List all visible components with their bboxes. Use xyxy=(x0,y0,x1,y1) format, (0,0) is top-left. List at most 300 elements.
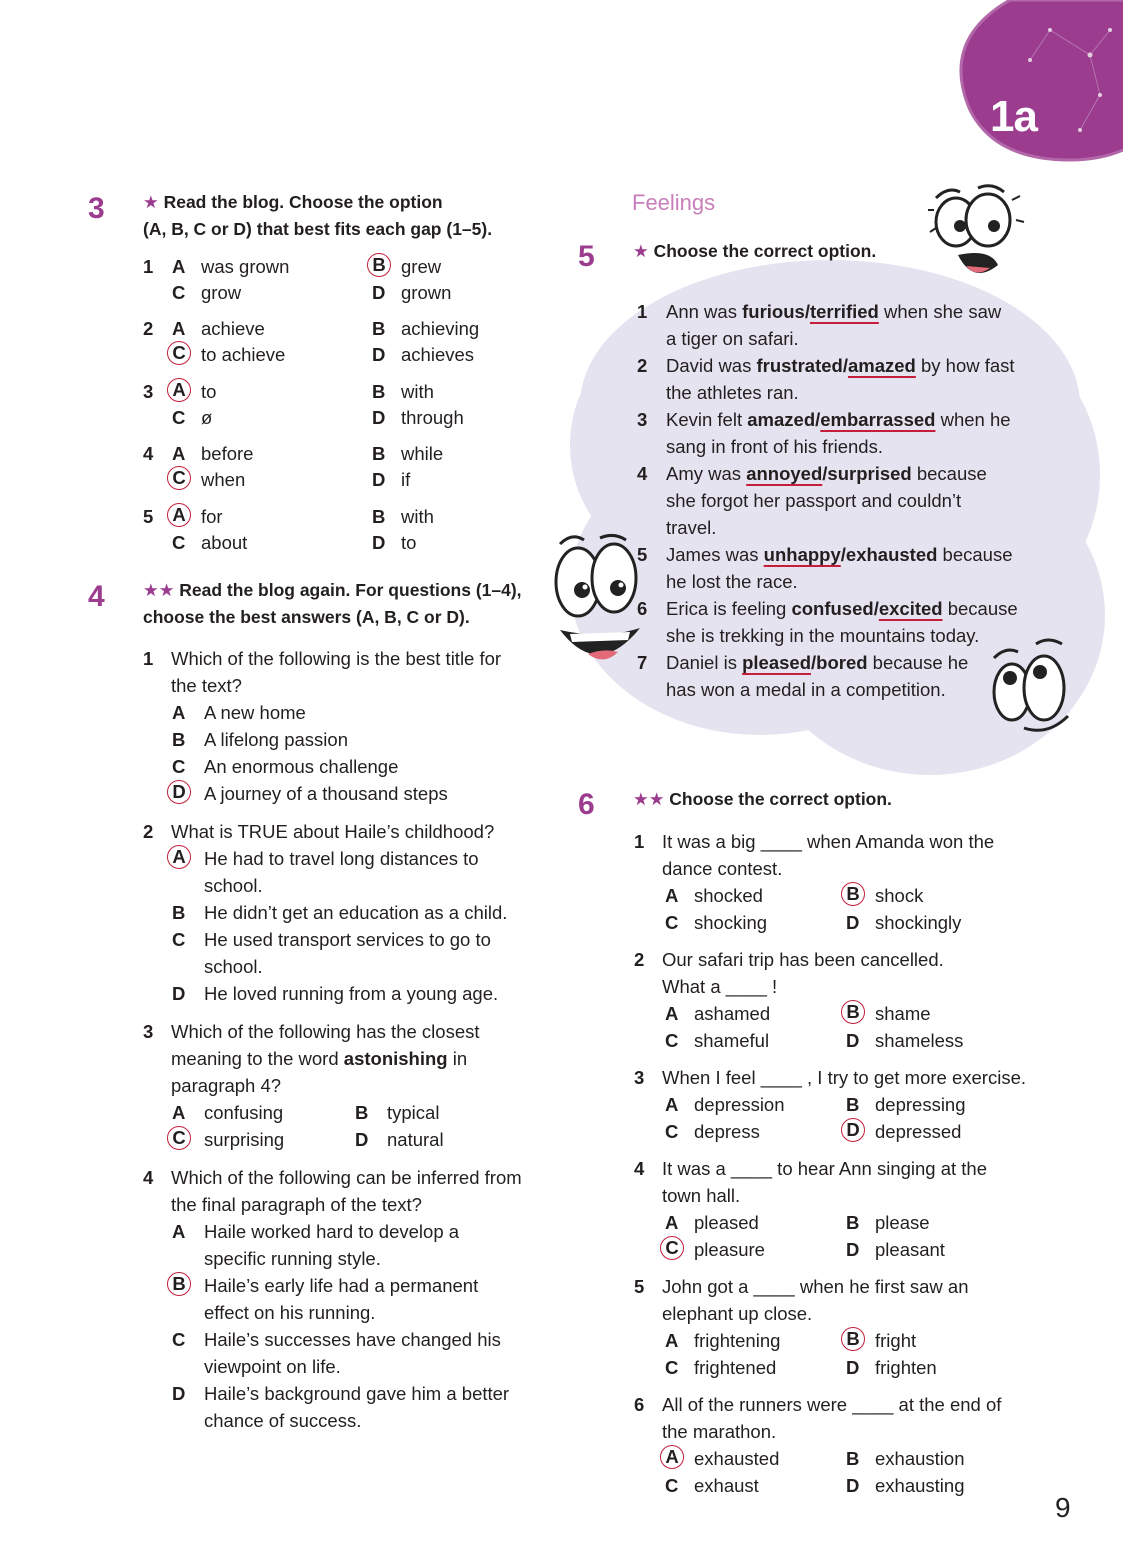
option[interactable] xyxy=(172,1126,284,1153)
item-number: 3 xyxy=(637,409,648,430)
option-letter: B xyxy=(172,902,186,923)
option[interactable] xyxy=(665,1027,769,1054)
option-text: depression xyxy=(694,1094,785,1115)
sentence-continuation: he lost the race. xyxy=(666,571,798,592)
option[interactable] xyxy=(172,980,542,1007)
exercise-6-instructions: ★★ Choose the correct option. xyxy=(633,789,892,809)
option-letter: B xyxy=(846,1448,860,1469)
exercise-3-instructions: ★ Read the blog. Choose the option (A, B, C or D) that best fits each gap (1–5). xyxy=(143,192,493,239)
option[interactable] xyxy=(665,1327,780,1354)
option-text: ø xyxy=(201,407,213,428)
option-text xyxy=(204,1326,542,1380)
option-text: shocked xyxy=(694,885,763,906)
question-line: It was a ____ to hear Ann singing at the xyxy=(662,1158,988,1179)
option-letter: A xyxy=(172,256,186,277)
option[interactable] xyxy=(665,1000,770,1027)
option-text: to xyxy=(201,381,217,402)
option[interactable] xyxy=(172,699,542,726)
option[interactable] xyxy=(172,1099,283,1126)
option-letter: D xyxy=(372,344,386,365)
option-line: school. xyxy=(204,956,263,977)
question-item xyxy=(634,946,1054,1000)
option-text: An enormous challenge xyxy=(204,756,399,777)
item-number: 6 xyxy=(634,1394,645,1415)
option[interactable] xyxy=(172,780,542,807)
sentence-continuation: has won a medal in a competition. xyxy=(666,679,946,700)
option-text: pleased xyxy=(694,1212,759,1233)
item-number: 1 xyxy=(634,831,645,852)
option[interactable] xyxy=(665,1472,759,1499)
choice-b[interactable]: amazed xyxy=(847,355,916,376)
sentence-end: because xyxy=(937,544,1013,565)
shocked-face-icon xyxy=(928,180,1028,290)
option-letter: B xyxy=(355,1102,369,1123)
item-number: 6 xyxy=(637,598,648,619)
option-text: pleasure xyxy=(694,1239,765,1260)
sentence-continuation: a tiger on safari. xyxy=(666,328,799,349)
choice-separator: / xyxy=(822,463,828,484)
option-text: shameful xyxy=(694,1030,770,1051)
option-letter: D xyxy=(372,282,386,303)
exercise-5-number: 5 xyxy=(578,240,595,273)
option-text: grow xyxy=(201,282,242,303)
option[interactable] xyxy=(846,1000,931,1027)
option[interactable] xyxy=(665,909,767,936)
sentence-text xyxy=(666,298,1057,352)
option-letter: C xyxy=(665,1121,679,1142)
option-letter: B xyxy=(372,443,386,464)
option-text: about xyxy=(201,532,248,553)
option-letter: A xyxy=(172,318,186,339)
option[interactable] xyxy=(846,1236,945,1263)
option-text: for xyxy=(201,506,223,527)
option[interactable] xyxy=(172,845,542,899)
option[interactable] xyxy=(372,404,464,431)
question-text xyxy=(662,1273,1054,1327)
option-line: He used transport services to go to xyxy=(204,929,491,950)
option-text: shame xyxy=(875,1003,931,1024)
item-number: 2 xyxy=(143,318,154,339)
question-text xyxy=(662,828,1054,882)
item-number: 5 xyxy=(143,506,154,527)
option-letter: D xyxy=(846,1030,860,1051)
option-letter: C xyxy=(665,912,679,933)
option-text: shameless xyxy=(875,1030,964,1051)
answer-circled-option: A xyxy=(167,503,191,527)
choice-b[interactable]: surprised xyxy=(827,463,912,484)
question-line: town hall. xyxy=(662,1185,741,1206)
sentence-item xyxy=(637,649,1057,703)
option-line: He had to travel long distances to xyxy=(204,848,479,869)
question-item xyxy=(634,1155,1054,1209)
option-letter: D xyxy=(846,1357,860,1378)
question-text xyxy=(662,1064,1054,1091)
sentence-start: Ann was xyxy=(666,301,743,322)
option-text: achieve xyxy=(201,318,265,339)
option-text xyxy=(204,980,542,1007)
option-text: A new home xyxy=(204,702,306,723)
option-text xyxy=(204,899,542,926)
choice-separator: / xyxy=(804,301,810,322)
choice-separator: / xyxy=(811,652,817,673)
option-letter: D xyxy=(372,469,386,490)
answer-circled-option: C xyxy=(167,341,191,365)
option[interactable] xyxy=(665,1118,760,1145)
question-line: the marathon. xyxy=(662,1421,777,1442)
choice-a[interactable]: pleased xyxy=(742,652,811,673)
option-letter: B xyxy=(846,1212,860,1233)
sentence-start: David was xyxy=(666,355,757,376)
option-letter: A xyxy=(172,1102,186,1123)
option-text: pleasant xyxy=(875,1239,945,1260)
option-letter: A xyxy=(665,1003,679,1024)
option-text: depress xyxy=(694,1121,760,1142)
question-line: When I feel ____ , I try to get more exercise. xyxy=(662,1067,1027,1088)
option[interactable] xyxy=(665,1091,785,1118)
option-line: He loved running from a young age. xyxy=(204,983,499,1004)
option[interactable] xyxy=(846,1354,937,1381)
item-number: 4 xyxy=(143,443,154,464)
option-letter: C xyxy=(665,1475,679,1496)
option[interactable] xyxy=(172,1326,542,1380)
option-letter: D xyxy=(172,983,186,1004)
choice-b[interactable]: embarrassed xyxy=(820,409,936,430)
item-number: 3 xyxy=(634,1067,645,1088)
sentence-text xyxy=(666,406,1057,460)
option[interactable] xyxy=(665,882,763,909)
option-text: A journey of a thousand steps xyxy=(204,783,448,804)
option[interactable] xyxy=(846,909,961,936)
option-text: if xyxy=(401,469,411,490)
option-line: Haile’s successes have changed his xyxy=(204,1329,501,1350)
sentence-start: James was xyxy=(666,544,764,565)
choice-a[interactable]: amazed xyxy=(747,409,816,430)
option-letter: D xyxy=(372,532,386,553)
sentence-item xyxy=(637,595,1057,649)
item-number: 2 xyxy=(637,355,648,376)
option-text xyxy=(204,1272,542,1326)
option[interactable] xyxy=(372,440,443,467)
unit-tab-label: 1a xyxy=(990,92,1037,141)
option-letter: D xyxy=(846,1475,860,1496)
sentence-start: Daniel is xyxy=(666,652,743,673)
item-number: 4 xyxy=(637,463,648,484)
option-text: through xyxy=(401,407,464,428)
option[interactable] xyxy=(846,1118,961,1145)
option-text: ashamed xyxy=(694,1003,771,1024)
option[interactable] xyxy=(372,279,451,306)
option-text: shockingly xyxy=(875,912,962,933)
option-letter: C xyxy=(665,1357,679,1378)
choice-separator: / xyxy=(873,598,879,619)
option-text: achieves xyxy=(401,344,475,365)
answer-circled-option: C xyxy=(167,466,191,490)
answer-circled-option: B xyxy=(841,882,865,906)
option[interactable] xyxy=(355,1099,439,1126)
exercise-3-number: 3 xyxy=(88,192,105,225)
option-text: grown xyxy=(401,282,452,303)
option[interactable] xyxy=(372,341,474,368)
option-text: A lifelong passion xyxy=(204,729,348,750)
option[interactable] xyxy=(846,1445,964,1472)
choice-a[interactable]: annoyed xyxy=(746,463,823,484)
option-text: was grown xyxy=(201,256,290,277)
option-text: frightened xyxy=(694,1357,777,1378)
option-line: specific running style. xyxy=(204,1248,381,1269)
ex4-question-4: 4 Which of the following can be inferred from the final paragraph of the text? xyxy=(143,1167,522,1215)
sentence-item xyxy=(637,406,1057,460)
option[interactable] xyxy=(665,1445,779,1472)
option-text: shocking xyxy=(694,912,768,933)
option[interactable] xyxy=(372,315,479,342)
option-line: school. xyxy=(204,875,263,896)
option-text: typical xyxy=(387,1102,440,1123)
option[interactable] xyxy=(172,753,542,780)
option[interactable] xyxy=(172,1272,542,1326)
option-letter: C xyxy=(172,407,186,428)
choice-b[interactable]: excited xyxy=(878,598,943,619)
option[interactable] xyxy=(846,1209,930,1236)
laughing-face-icon xyxy=(548,530,648,680)
unit-tab-badge xyxy=(950,0,1123,170)
exercise-5-instructions: ★ Choose the correct option. xyxy=(633,241,877,261)
option-letter: D xyxy=(846,912,860,933)
choice-separator: / xyxy=(815,409,821,430)
question-item xyxy=(634,1273,1054,1327)
sentence-continuation: the athletes ran. xyxy=(666,382,799,403)
item-number: 5 xyxy=(637,544,648,565)
ex4-question-3: 3 Which of the following has the closest meaning to the word astonishing in paragraph 4? xyxy=(143,1021,480,1096)
choice-b[interactable]: terrified xyxy=(809,301,879,322)
option-text: to achieve xyxy=(201,344,286,365)
option[interactable] xyxy=(172,404,212,431)
item-number: 2 xyxy=(634,949,645,970)
option[interactable] xyxy=(665,1209,759,1236)
answer-circled-option: B xyxy=(367,253,391,277)
sentence-start: Erica is feeling xyxy=(666,598,792,619)
option-letter: D xyxy=(372,407,386,428)
option-text: natural xyxy=(387,1129,444,1150)
option[interactable] xyxy=(846,1472,964,1499)
option-text: achieving xyxy=(401,318,480,339)
option-letter: A xyxy=(172,1221,186,1242)
question-line: All of the runners were ____ at the end of xyxy=(662,1394,1002,1415)
question-item xyxy=(634,828,1054,882)
item-number: 5 xyxy=(634,1276,645,1297)
option-letter: D xyxy=(846,1239,860,1260)
choice-a[interactable]: unhappy xyxy=(763,544,841,565)
option-letter: B xyxy=(372,318,386,339)
option[interactable] xyxy=(172,899,542,926)
option-letter: C xyxy=(172,1329,186,1350)
option[interactable] xyxy=(665,1354,776,1381)
option-line: chance of success. xyxy=(204,1410,362,1431)
option[interactable] xyxy=(372,466,410,493)
answer-circled-option: A xyxy=(660,1445,684,1469)
question-line: elephant up close. xyxy=(662,1303,813,1324)
option[interactable] xyxy=(372,503,434,530)
option-text: to xyxy=(401,532,417,553)
sentence-continuation: she is trekking in the mountains today. xyxy=(666,625,980,646)
item-number: 1 xyxy=(637,301,648,322)
option[interactable] xyxy=(172,503,223,530)
option-text: exhausted xyxy=(694,1448,780,1469)
choice-b[interactable]: bored xyxy=(816,652,868,673)
option-letter: A xyxy=(172,702,186,723)
option-letter: B xyxy=(372,381,386,402)
option-text xyxy=(204,1218,542,1272)
answer-circled-option: A xyxy=(167,845,191,869)
option-text: exhaustion xyxy=(875,1448,965,1469)
sentence-start: Amy was xyxy=(666,463,747,484)
question-line: dance contest. xyxy=(662,858,783,879)
question-item xyxy=(634,1064,1054,1091)
option-text xyxy=(204,845,542,899)
option[interactable] xyxy=(172,1380,542,1434)
option-text: confusing xyxy=(204,1102,284,1123)
option[interactable] xyxy=(372,529,416,556)
option[interactable] xyxy=(846,1027,963,1054)
option[interactable] xyxy=(172,529,247,556)
choice-a[interactable]: confused xyxy=(791,598,874,619)
option[interactable] xyxy=(172,378,216,405)
option-text: with xyxy=(401,381,434,402)
question-line: What a ____ ! xyxy=(662,976,778,997)
option[interactable] xyxy=(172,726,542,753)
option-text: surprising xyxy=(204,1129,285,1150)
option-letter: C xyxy=(172,532,186,553)
option[interactable] xyxy=(846,882,923,909)
sentence-continuation: sang in front of his friends. xyxy=(666,436,883,457)
item-number: 7 xyxy=(637,652,648,673)
option[interactable] xyxy=(172,279,241,306)
option-letter: A xyxy=(665,1330,679,1351)
option[interactable] xyxy=(172,341,285,368)
sentence-end: because he xyxy=(867,652,969,673)
choice-a[interactable]: frustrated xyxy=(756,355,843,376)
answer-circled-option: B xyxy=(841,1327,865,1351)
option-text: grew xyxy=(401,256,442,277)
page-number: 9 xyxy=(1055,1492,1071,1523)
option-text: with xyxy=(401,506,434,527)
question-line: It was a big ____ when Amanda won the xyxy=(662,831,995,852)
option-line: Haile’s early life had a permanent xyxy=(204,1275,479,1296)
option[interactable] xyxy=(172,253,289,280)
question-line: John got a ____ when he first saw an xyxy=(662,1276,969,1297)
option-letter: B xyxy=(372,506,386,527)
option[interactable] xyxy=(846,1091,966,1118)
option-letter: C xyxy=(172,929,186,950)
sentence-text xyxy=(666,649,1057,703)
option[interactable] xyxy=(665,1236,765,1263)
ex4-question-2: 2 What is TRUE about Haile’s childhood? xyxy=(143,821,495,842)
question-text xyxy=(662,946,1054,1000)
answer-circled-option: D xyxy=(167,780,191,804)
exercise-6-number: 6 xyxy=(578,788,595,821)
option-letter: A xyxy=(665,1212,679,1233)
sentence-end: when she saw xyxy=(878,301,1002,322)
answer-circled-option: B xyxy=(841,1000,865,1024)
option-text xyxy=(204,926,542,980)
option[interactable] xyxy=(172,466,245,493)
option[interactable] xyxy=(172,1218,542,1272)
choice-b[interactable]: exhausted xyxy=(845,544,938,565)
answer-circled-option: C xyxy=(660,1236,684,1260)
option-text: frighten xyxy=(875,1357,937,1378)
option-text: please xyxy=(875,1212,930,1233)
option[interactable] xyxy=(172,440,253,467)
option-letter: A xyxy=(665,1094,679,1115)
option-line: viewpoint on life. xyxy=(204,1356,341,1377)
answer-circled-option: B xyxy=(167,1272,191,1296)
sentence-end: because xyxy=(911,463,987,484)
exercise-4-number: 4 xyxy=(88,580,105,613)
item-number: 3 xyxy=(143,381,154,402)
sentence-continuation: she forgot her passport and couldn’t xyxy=(666,490,962,511)
option-letter: B xyxy=(846,1094,860,1115)
option-text: exhaust xyxy=(694,1475,759,1496)
option-text: depressed xyxy=(875,1121,962,1142)
option-text: frightening xyxy=(694,1330,781,1351)
ex4-question-1: 1 Which of the following is the best title for the text? xyxy=(143,648,502,696)
answer-circled-option: A xyxy=(167,378,191,402)
sentence-text xyxy=(666,460,1057,541)
sentence-text xyxy=(666,352,1057,406)
option[interactable] xyxy=(846,1327,916,1354)
sentence-end: because xyxy=(942,598,1018,619)
question-line: Our safari trip has been cancelled. xyxy=(662,949,944,970)
option-letter: C xyxy=(665,1030,679,1051)
question-text xyxy=(662,1155,1054,1209)
exercise-4-instructions: ★★ Read the blog again. For questions (1–4), choose the best answers (A, B, C or D). xyxy=(143,580,522,627)
sentence-text xyxy=(666,595,1057,649)
sentence-end: when he xyxy=(935,409,1011,430)
option-text xyxy=(204,1380,542,1434)
option-letter: C xyxy=(172,756,186,777)
option-letter: A xyxy=(665,885,679,906)
choice-separator: / xyxy=(842,355,848,376)
option-line: effect on his running. xyxy=(204,1302,376,1323)
sentence-end: by how fast xyxy=(915,355,1015,376)
item-number: 1 xyxy=(143,256,154,277)
option[interactable] xyxy=(172,315,265,342)
option-text: when xyxy=(201,469,246,490)
option-text: fright xyxy=(875,1330,917,1351)
choice-separator: / xyxy=(840,544,846,565)
question-item xyxy=(634,1391,1054,1445)
option[interactable] xyxy=(355,1126,444,1153)
choice-a[interactable]: furious xyxy=(742,301,805,322)
option-letter: D xyxy=(172,1383,186,1404)
option-letter: D xyxy=(355,1129,369,1150)
sentence-item xyxy=(637,352,1057,406)
option-letter: A xyxy=(172,443,186,464)
question-text xyxy=(662,1391,1054,1445)
option-line: Haile worked hard to develop a xyxy=(204,1221,460,1242)
sentence-item xyxy=(637,460,1057,541)
answer-circled-option: C xyxy=(167,1126,191,1150)
option-text: depressing xyxy=(875,1094,966,1115)
option-text: shock xyxy=(875,885,924,906)
option-text: before xyxy=(201,443,254,464)
option[interactable] xyxy=(172,926,542,980)
item-number: 4 xyxy=(634,1158,645,1179)
option[interactable] xyxy=(372,253,441,280)
sentence-text xyxy=(666,541,1057,595)
option-text: exhausting xyxy=(875,1475,965,1496)
option-line: He didn’t get an education as a child. xyxy=(204,902,508,923)
option[interactable] xyxy=(372,378,434,405)
